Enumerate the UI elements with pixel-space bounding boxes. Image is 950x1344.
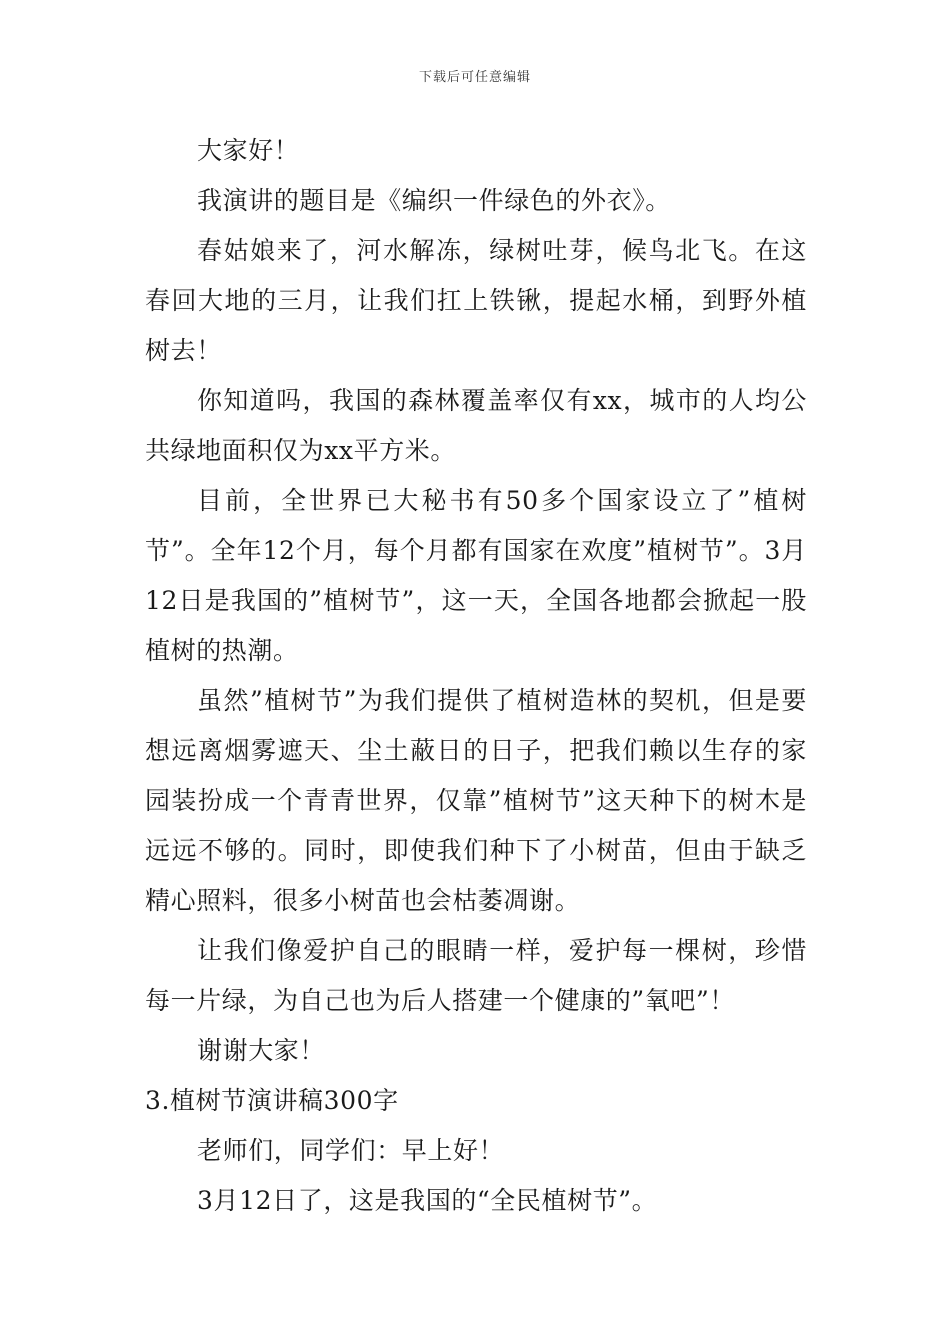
paragraph-thanks: 谢谢大家！ (197, 1036, 326, 1065)
paragraph-forest-coverage: 你知道吗，我国的森林覆盖率仅有xx，城市的人均公共绿地面积仅为xx平方米。 (145, 386, 807, 465)
paragraph-arbor-day-world: 目前，全世界已大秘书有50多个国家设立了”植树节”。全年12个月，每个月都有国家在欢度”植树节”。3月12日是我国的”植树节”，这一天，全国各地都会掀起一股植树的热潮。 (145, 486, 807, 665)
paragraph-topic: 我演讲的题目是《编织一件绿色的外衣》。 (197, 186, 671, 215)
header-note: 下载后可任意编辑 (418, 70, 531, 85)
paragraph-date: 3月12日了，这是我国的“全民植树节”。 (197, 1186, 658, 1215)
paragraph-spring: 春姑娘来了，河水解冻，绿树吐芽，候鸟北飞。在这春回大地的三月，让我们扛上铁锹，提起水桶，到野外植树去！ (145, 236, 807, 365)
paragraph-greeting: 大家好！ (197, 136, 300, 165)
paragraph-care: 虽然”植树节”为我们提供了植树造林的契机，但是要想远离烟雾遮天、尘土蔽日的日子，把我们赖以生存的家园装扮成一个青青世界，仅靠”植树节”这天种下的树木是远远不够的。同时，即使我们种下了小树苗，但由于缺乏精心照料，很多小树苗也会枯萎凋谢。 (145, 686, 807, 915)
paragraph-call-to-action: 让我们像爱护自己的眼睛一样，爱护每一棵树，珍惜每一片绿，为自己也为后人搭建一个健康的”氧吧”！ (145, 936, 807, 1015)
section-heading: 3.植树节演讲稿300字 (145, 1086, 399, 1115)
paragraph-salutation: 老师们，同学们：早上好！ (197, 1136, 505, 1165)
document-body (145, 126, 807, 1226)
